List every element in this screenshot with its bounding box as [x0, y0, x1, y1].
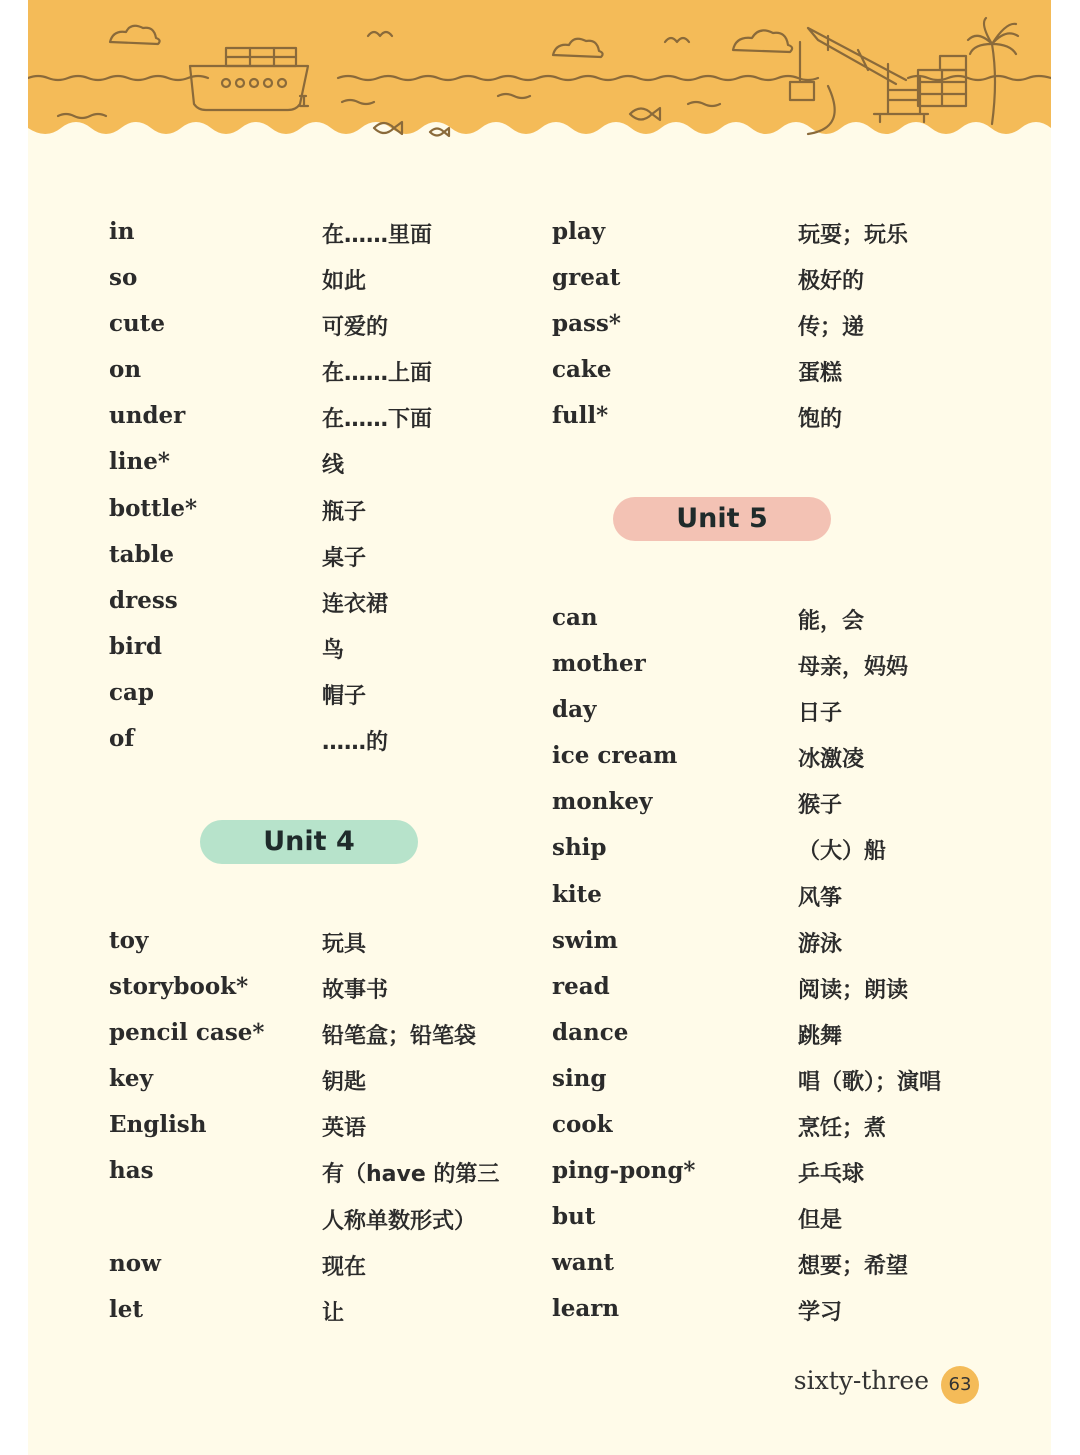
english-word: but: [552, 1203, 596, 1231]
english-word: play: [552, 218, 606, 245]
vocab-row: [109, 264, 539, 310]
english-word: read: [552, 972, 610, 1000]
vocab-row: [552, 1065, 1012, 1111]
vocab-row: [109, 973, 539, 1019]
textbook-page: [28, 0, 1051, 1455]
chinese-meaning: 线: [322, 453, 345, 479]
unit-5-vocab-list: [552, 604, 1012, 1342]
english-word: cap: [109, 678, 154, 706]
chinese-meaning: 唱（歌）；演唱: [798, 1069, 942, 1095]
english-word: swim: [552, 926, 618, 954]
chinese-meaning: 故事书: [322, 978, 389, 1004]
vocab-row: [109, 356, 539, 402]
chinese-meaning: 铅笔盒；铅笔袋: [322, 1024, 477, 1050]
chinese-meaning: 有（have 的第三: [322, 1162, 500, 1188]
vocab-row: [109, 541, 539, 587]
unit-4-vocab-list: [109, 927, 539, 1342]
vocab-row: [552, 402, 1012, 448]
chinese-meaning: 烹饪；煮: [798, 1116, 887, 1142]
chinese-meaning: 现在: [322, 1254, 367, 1280]
vocab-row: [552, 356, 1012, 402]
right-vocab-list: [552, 218, 1012, 448]
english-word: dress: [109, 586, 178, 614]
vocab-row: [552, 696, 1012, 742]
chinese-meaning: 钥匙: [322, 1070, 367, 1096]
vocab-row: [109, 310, 539, 356]
english-word: mother: [552, 650, 646, 678]
vocab-row: [552, 927, 1012, 973]
chinese-meaning: 在……上面: [322, 361, 433, 387]
vocab-row: [109, 402, 539, 448]
english-word: line*: [109, 448, 170, 476]
vocab-row: [109, 495, 539, 541]
chinese-meaning: 阅读；朗读: [798, 977, 909, 1003]
unit-4-heading: Unit 4: [200, 820, 418, 864]
english-word: table: [109, 540, 174, 568]
vocab-row: [552, 1111, 1012, 1157]
english-word: sing: [552, 1064, 607, 1092]
chinese-meaning: 传；递: [798, 315, 865, 341]
vocab-row: [109, 1065, 539, 1111]
chinese-meaning: 但是: [798, 1208, 843, 1234]
chinese-meaning: 游泳: [798, 931, 843, 957]
vocab-row: [552, 604, 1012, 650]
chinese-meaning: 瓶子: [322, 499, 367, 525]
chinese-meaning: 鸟: [322, 637, 345, 663]
english-word: kite: [552, 880, 602, 908]
vocab-row: [552, 788, 1012, 834]
chinese-meaning: 桌子: [322, 545, 367, 571]
english-word: English: [109, 1111, 207, 1139]
chinese-meaning: 可爱的: [322, 315, 389, 341]
chinese-meaning: 玩耍；玩乐: [798, 223, 909, 248]
vocab-row: [109, 679, 539, 725]
english-word: storybook*: [109, 973, 249, 1001]
chinese-meaning: 帽子: [322, 683, 367, 709]
english-word: of: [109, 725, 135, 753]
vocab-row: [552, 264, 1012, 310]
chinese-meaning: 风筝: [798, 885, 843, 911]
left-vocab-list: [109, 218, 539, 771]
english-word: want: [552, 1249, 615, 1277]
english-word: can: [552, 604, 598, 631]
chinese-meaning: 英语: [322, 1116, 367, 1142]
english-word: let: [109, 1295, 143, 1323]
vocab-row: [552, 1295, 1012, 1341]
vocab-row: [552, 1203, 1012, 1249]
english-word: cake: [552, 356, 612, 384]
vocab-row: [552, 834, 1012, 880]
english-word: in: [109, 218, 135, 245]
vocab-row: [552, 1019, 1012, 1065]
chinese-meaning: 能，会: [798, 609, 865, 634]
english-word: pencil case*: [109, 1019, 265, 1047]
vocab-row: [109, 1250, 539, 1296]
vocab-row: [109, 1157, 539, 1203]
page-number-words: sixty-three: [793, 1366, 929, 1395]
vocab-row: [109, 218, 539, 264]
chinese-meaning: 人称单数形式）: [322, 1208, 477, 1234]
vocab-row: [109, 927, 539, 973]
english-word: ship: [552, 834, 607, 862]
chinese-meaning: 如此: [322, 269, 367, 295]
chinese-meaning: 在……下面: [322, 407, 433, 433]
english-word: has: [109, 1157, 154, 1185]
chinese-meaning: （大）船: [798, 839, 887, 865]
unit-5-heading: Unit 5: [613, 497, 831, 541]
chinese-meaning: 极好的: [798, 269, 865, 295]
chinese-meaning: 在……里面: [322, 223, 433, 248]
chinese-meaning: 乒乓球: [798, 1162, 865, 1188]
vocab-row: [109, 1296, 539, 1342]
vocab-row: [552, 881, 1012, 927]
english-word: on: [109, 356, 142, 384]
english-word: under: [109, 402, 186, 430]
vocab-row: [552, 310, 1012, 356]
chinese-meaning: 玩具: [322, 932, 367, 957]
vocab-row: [109, 1019, 539, 1065]
harbor-banner-illustration: [28, 0, 1051, 160]
vocab-row: [552, 973, 1012, 1019]
english-word: dance: [552, 1018, 629, 1046]
vocab-row: [552, 1249, 1012, 1295]
chinese-meaning: 冰激凌: [798, 747, 865, 773]
vocab-row: [552, 742, 1012, 788]
english-word: day: [552, 696, 597, 724]
chinese-meaning: 猴子: [798, 793, 843, 819]
english-word: key: [109, 1065, 153, 1093]
english-word: full*: [552, 402, 609, 430]
vocab-row: [552, 218, 1012, 264]
chinese-meaning: 学习: [798, 1300, 843, 1326]
chinese-meaning: 饱的: [798, 407, 843, 433]
vocab-row: [109, 448, 539, 494]
chinese-meaning: 蛋糕: [798, 361, 843, 387]
english-word: bird: [109, 632, 163, 660]
english-word: bottle*: [109, 494, 198, 522]
chinese-meaning: 连衣裙: [322, 591, 389, 617]
english-word: toy: [109, 927, 149, 954]
vocab-row: [109, 1111, 539, 1157]
english-word: pass*: [552, 310, 621, 338]
english-word: so: [109, 264, 138, 292]
english-word: monkey: [552, 788, 653, 816]
page-number-badge: 63: [941, 1366, 979, 1404]
english-word: great: [552, 264, 621, 292]
chinese-meaning: 让: [322, 1300, 345, 1326]
chinese-meaning: 日子: [798, 701, 843, 727]
english-word: cute: [109, 310, 165, 338]
vocab-row: [109, 587, 539, 633]
english-word: cook: [552, 1111, 613, 1139]
english-word: ping-pong*: [552, 1157, 696, 1185]
chinese-meaning: 母亲，妈妈: [798, 655, 909, 681]
vocab-row: [109, 725, 539, 771]
english-word: ice cream: [552, 742, 678, 770]
english-word: now: [109, 1249, 161, 1277]
vocab-row: [109, 633, 539, 679]
vocab-row: [552, 650, 1012, 696]
chinese-meaning: 想要；希望: [798, 1254, 909, 1280]
vocab-row: [552, 1157, 1012, 1203]
chinese-meaning: ……的: [322, 730, 389, 756]
vocab-row-continuation: [109, 1204, 539, 1250]
chinese-meaning: 跳舞: [798, 1023, 843, 1049]
english-word: learn: [552, 1295, 620, 1323]
